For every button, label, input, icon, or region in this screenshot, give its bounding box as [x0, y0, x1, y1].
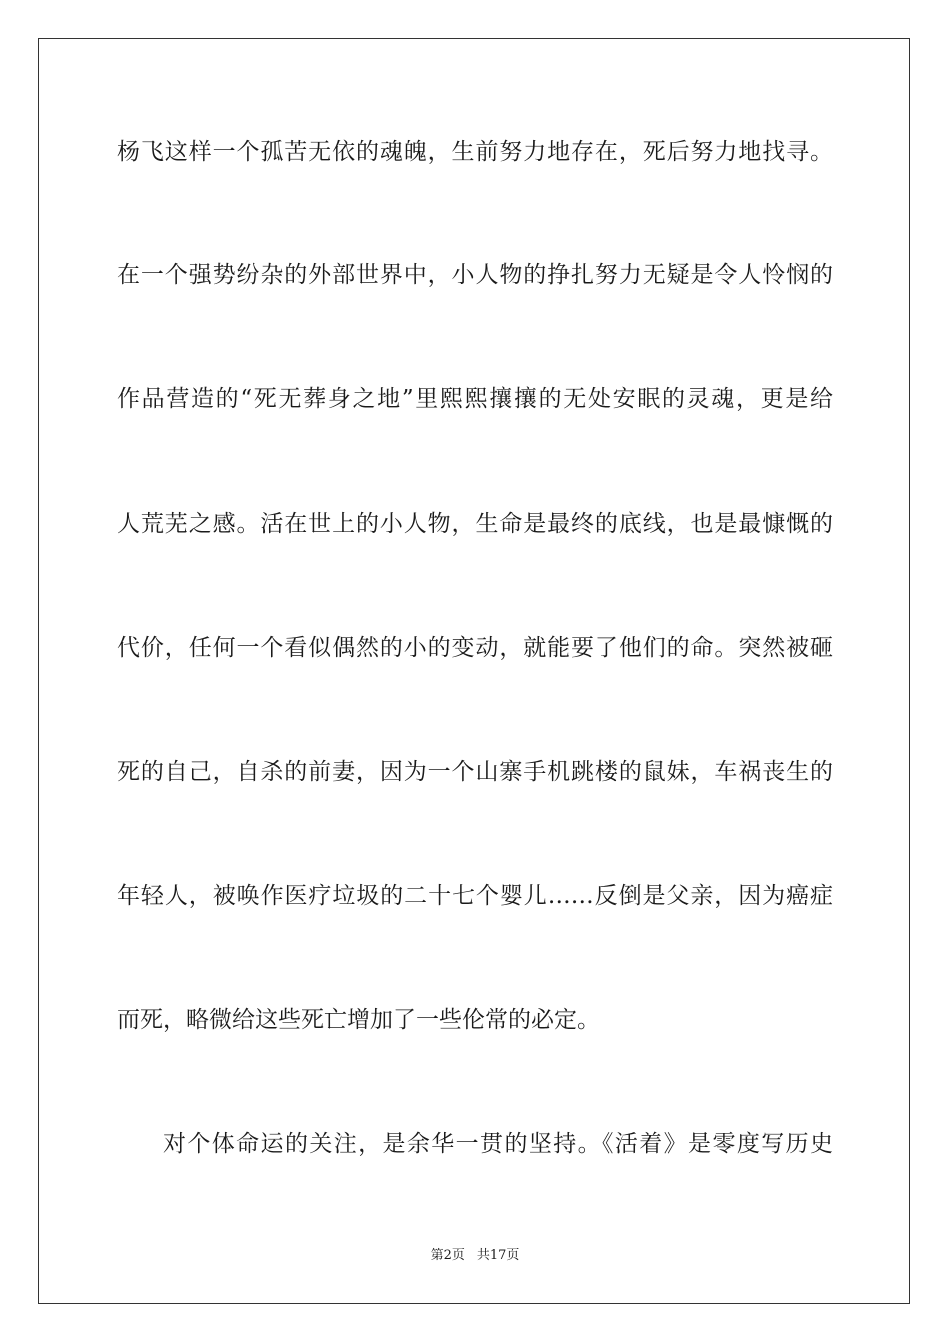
paragraph-line-7: 年轻人，被唤作医疗垃圾的二十七个婴儿……反倒是父亲，因为癌症	[117, 883, 833, 909]
page-border	[38, 38, 910, 1304]
page-footer	[0, 1246, 950, 1266]
page-total: 共17页	[476, 1248, 520, 1263]
paragraph-line-9: 对个体命运的关注，是余华一贯的坚持。《活着》是零度写历史	[163, 1131, 833, 1157]
paragraph-line-3: 作品营造的“死无葬身之地”里熙熙攘攘的无处安眠的灵魂，更是给	[117, 386, 833, 412]
paragraph-line-8: 而死，略微给这些死亡增加了一些伦常的必定。	[117, 1007, 600, 1033]
paragraph-line-6: 死的自己，自杀的前妻，因为一个山寨手机跳楼的鼠妹，车祸丧生的	[117, 759, 833, 785]
paragraph-line-5: 代价，任何一个看似偶然的小的变动，就能要了他们的命。突然被砸	[117, 635, 833, 661]
paragraph-line-1: 杨飞这样一个孤苦无依的魂魄，生前努力地存在，死后努力地找寻。	[117, 139, 833, 165]
paragraph-line-4: 人荒芜之感。活在世上的小人物，生命是最终的底线，也是最慷慨的	[117, 511, 833, 537]
page-number: 第2页	[430, 1248, 465, 1263]
paragraph-line-2: 在一个强势纷杂的外部世界中，小人物的挣扎努力无疑是令人怜悯的	[117, 262, 833, 288]
